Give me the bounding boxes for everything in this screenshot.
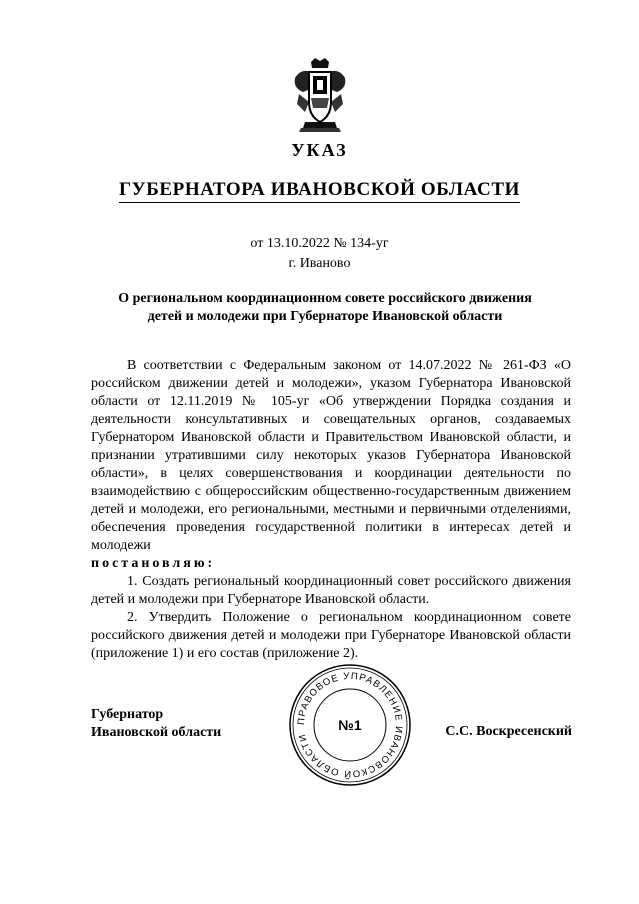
decree-item-1: 1. Создать региональный координационный совет российского движения детей и молодежи при Губернаторе Ивановской области. [91, 574, 571, 607]
document-city: г. Иваново [288, 256, 351, 271]
title-line-2: детей и молодежи при Губернаторе Ивановской области [147, 309, 503, 324]
signatory-name: С.С. Воскресенский [445, 724, 572, 739]
issuer-label: ГУБЕРНАТОРА ИВАНОВСКОЙ ОБЛАСТИ [119, 179, 520, 203]
document-body [91, 357, 571, 663]
decree-word: постановляю: [91, 556, 216, 571]
issuer-heading [0, 179, 639, 203]
coat-of-arms-icon [291, 58, 349, 132]
signatory-position-line-2: Ивановской области [91, 725, 222, 740]
document-type-heading: УКАЗ [291, 140, 348, 160]
title-line-1: О региональном координационном совете российского движения [118, 291, 532, 306]
document-title [90, 290, 560, 326]
seal-ring-text: ПРАВОВОЕ УПРАВЛЕНИЕ ИВАНОВСКОЙ ОБЛАСТИ [295, 670, 405, 780]
document-date-number: от 13.10.2022 № 134-уг [250, 236, 389, 251]
decree-item-2: 2. Утвердить Положение о региональном координационном совете российского движения детей и молодежи при Губернаторе Ивановской области (приложение 1) и его состав (приложение 2). [91, 610, 571, 661]
signatory-position-line-1: Губернатор [91, 707, 164, 722]
signatory-position [91, 706, 221, 742]
preamble-paragraph: В соответствии с Федеральным законом от 14.07.2022 № 261-ФЗ «О российском движении детей и молодежи», указом Губернатора Ивановской области от 12.11.2019 № 105-уг «Об утверждении Порядка создания и деятельности консультативных и совещательных органов, создаваемых Губернатором Ивановской области и Правительством Ивановской области, и признании утратившими силу некоторых указов Губернатора Ивановской области», в целях совершенствования и координации деятельности по взаимодействию с общероссийским общественно-государственным движением детей и молодежи, его региональными, местными и первичными отделениями, обеспечения проведения государственной политики в интересах детей и молодежи [91, 358, 571, 553]
seal-number: №1 [338, 717, 362, 733]
official-stamp-icon [287, 662, 413, 788]
